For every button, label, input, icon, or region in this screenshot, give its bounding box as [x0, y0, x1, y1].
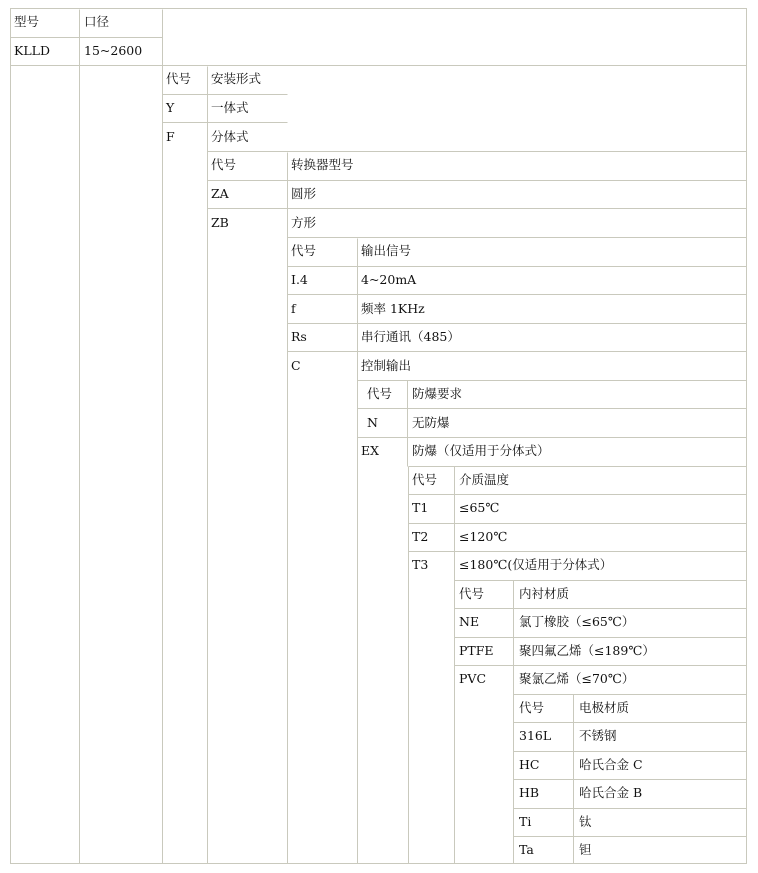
- lining-name: 聚四氟乙烯（≤189℃）: [519, 643, 655, 658]
- install-code: F: [166, 129, 175, 144]
- model-header: 型号: [14, 14, 40, 29]
- install-name-header: 安装形式: [211, 71, 262, 86]
- lining-name-header: 内衬材质: [519, 586, 570, 601]
- model-value: KLLD: [14, 43, 50, 58]
- converter-code: ZB: [211, 215, 229, 230]
- signal-code-header: 代号: [291, 243, 317, 258]
- explosion-name-header: 防爆要求: [412, 386, 463, 401]
- install-code-header: 代号: [166, 71, 192, 86]
- electrode-code: 316L: [519, 728, 552, 743]
- lining-code-header: 代号: [459, 586, 485, 601]
- install-name: 分体式: [211, 129, 249, 144]
- explosion-code: N: [367, 415, 378, 430]
- converter-name: 方形: [291, 215, 317, 230]
- converter-code: ZA: [211, 186, 229, 201]
- electrode-name: 哈氏合金 B: [579, 785, 643, 800]
- electrode-code-header: 代号: [519, 700, 545, 715]
- electrode-code: Ti: [519, 814, 532, 829]
- signal-code: C: [291, 358, 301, 373]
- temperature-code: T1: [412, 500, 429, 515]
- signal-name: 4~20mA: [361, 272, 417, 287]
- diameter-header: 口径: [84, 14, 110, 29]
- temperature-code-header: 代号: [412, 472, 438, 487]
- explosion-name: 无防爆: [412, 415, 450, 430]
- temperature-name: ≤120℃: [459, 529, 508, 544]
- signal-code: I.4: [291, 272, 308, 287]
- lining-name: 聚氯乙烯（≤70℃）: [519, 671, 635, 686]
- lining-name: 氯丁橡胶（≤65℃）: [519, 614, 635, 629]
- install-code: Y: [166, 100, 175, 115]
- explosion-code-header: 代号: [367, 386, 393, 401]
- electrode-name: 钽: [579, 842, 592, 857]
- converter-name-header: 转换器型号: [291, 157, 354, 172]
- converter-name: 圆形: [291, 186, 317, 201]
- electrode-name-header: 电极材质: [579, 700, 630, 715]
- converter-code-header: 代号: [211, 157, 237, 172]
- lining-code: PTFE: [459, 643, 494, 658]
- electrode-code: Ta: [519, 842, 534, 857]
- explosion-code: EX: [361, 443, 380, 458]
- temperature-code: T3: [412, 557, 429, 572]
- electrode-code: HB: [519, 785, 540, 800]
- electrode-code: HC: [519, 757, 540, 772]
- signal-name: 控制输出: [361, 358, 412, 373]
- electrode-name: 哈氏合金 C: [579, 757, 643, 772]
- install-name: 一体式: [211, 100, 249, 115]
- lining-code: NE: [459, 614, 480, 629]
- signal-name-header: 输出信号: [361, 243, 412, 258]
- electrode-name: 钛: [579, 814, 592, 829]
- lining-code: PVC: [459, 671, 487, 686]
- explosion-name: 防爆（仅适用于分体式）: [412, 443, 550, 458]
- temperature-name: ≤180℃(仅适用于分体式）: [459, 557, 613, 572]
- signal-code: Rs: [291, 329, 307, 344]
- temperature-name-header: 介质温度: [459, 472, 510, 487]
- temperature-name: ≤65℃: [459, 500, 500, 515]
- signal-code: f: [291, 301, 296, 316]
- signal-name: 频率 1KHz: [361, 301, 425, 316]
- signal-name: 串行通讯（485）: [361, 329, 460, 344]
- temperature-code: T2: [412, 529, 429, 544]
- electrode-name: 不锈钢: [579, 728, 617, 743]
- diameter-value: 15~2600: [84, 43, 143, 58]
